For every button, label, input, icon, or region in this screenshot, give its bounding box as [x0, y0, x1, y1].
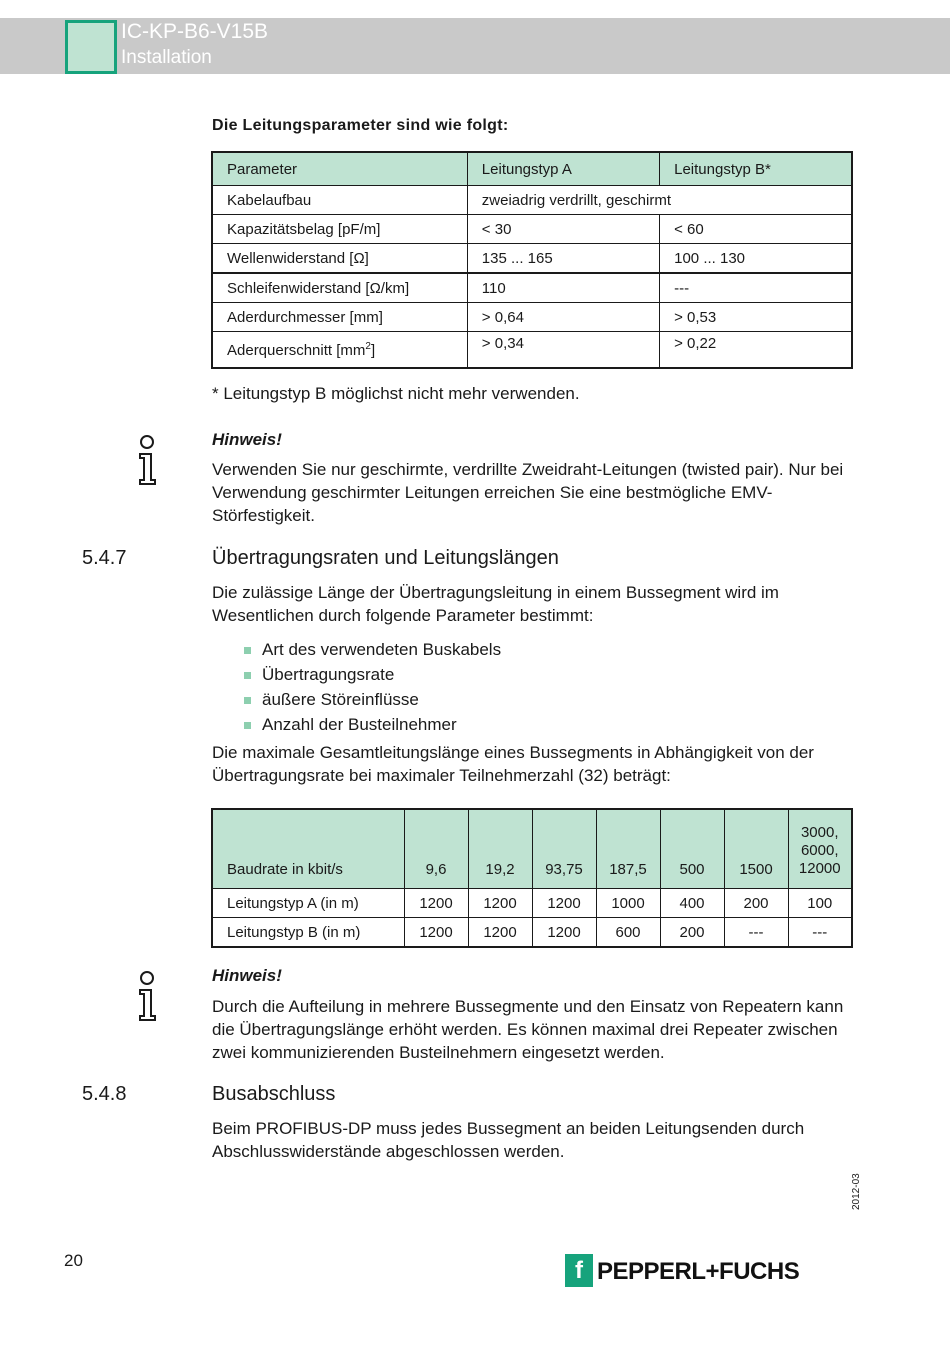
list-item-text: äußere Störeinflüsse: [262, 690, 419, 709]
header-cell: 187,5: [596, 809, 660, 889]
table-row: [212, 332, 852, 369]
table-cell: Kabelaufbau: [212, 186, 467, 215]
table-cell: 1200: [404, 918, 468, 948]
table-cell: 1000: [596, 889, 660, 918]
header-cell: Baudrate in kbit/s: [212, 809, 404, 889]
table-cell: 100: [788, 889, 852, 918]
note-text: Verwenden Sie nur geschirmte, verdrillte Zweidraht-Leitungen (twisted pair). Nur bei Verwendung geschirmter Leitungen erreichen Sie eine bestmögliche EMV-Störfestigkeit.: [212, 460, 844, 525]
table-cell: 1200: [532, 889, 596, 918]
cross-section-label: Aderquerschnitt [mm: [227, 341, 366, 359]
bullet-square-icon: [244, 647, 251, 654]
document-title: IC-KP-B6-V15B: [121, 20, 269, 43]
baudrate-table: [211, 808, 853, 948]
header-cell: 500: [660, 809, 724, 889]
table-cell: < 60: [660, 215, 852, 244]
info-icon: [135, 434, 161, 486]
note-label: Hinweis!: [212, 966, 282, 985]
header-cell: 19,2: [468, 809, 532, 889]
header-color-square: [65, 20, 117, 74]
note-text: Durch die Aufteilung in mehrere Bussegmente und den Einsatz von Repeatern kann die Übertragungslänge erhöht werden. Es können maximal drei Repeater zwischen zwei kommunizierenden Busteilnehmern eingesetzt werden.: [212, 997, 844, 1062]
info-icon: [135, 970, 161, 1022]
table-row: [212, 889, 852, 918]
table-cell: > 0,34: [467, 332, 659, 369]
list-item: [244, 712, 501, 737]
header-cell: 9,6: [404, 809, 468, 889]
table-cell: 1200: [468, 889, 532, 918]
table-cell: [212, 332, 467, 369]
table-cell: 110: [467, 273, 659, 303]
logo-wordmark: PEPPERL+FUCHS: [597, 1258, 800, 1285]
table-header-row: [212, 809, 852, 889]
table-row: [212, 215, 852, 244]
table-cell: Kapazitätsbelag [pF/m]: [212, 215, 467, 244]
list-item-text: Anzahl der Busteilnehmer: [262, 715, 457, 734]
table-cell: ---: [788, 918, 852, 948]
note-label: Hinweis!: [212, 430, 282, 449]
parameter-list: [244, 637, 501, 737]
section-number: 5.4.7: [82, 547, 127, 569]
table-cell: zweiadrig verdrillt, geschirmt: [467, 186, 852, 215]
header-cell: Parameter: [212, 152, 467, 186]
list-item: [244, 637, 501, 662]
table-cell: 200: [660, 918, 724, 948]
table-cell: 1200: [404, 889, 468, 918]
header-cell: 1500: [724, 809, 788, 889]
table-cell: 100 ... 130: [660, 244, 852, 274]
table-cell: 1200: [468, 918, 532, 948]
table-row: [212, 186, 852, 215]
paragraph: Die zulässige Länge der Übertragungsleitung in einem Bussegment wird im Wesentlichen durch folgende Parameter bestimmt:: [212, 583, 779, 625]
header-line: 6000,: [800, 842, 839, 859]
header-line: 12000: [798, 860, 841, 877]
header-cell: Leitungstyp B*: [660, 152, 852, 186]
list-item-text: Art des verwendeten Buskabels: [262, 640, 502, 659]
table-cell: Aderdurchmesser [mm]: [212, 303, 467, 332]
footnote: * Leitungstyp B möglichst nicht mehr verwenden.: [212, 384, 580, 403]
table-cell: 600: [596, 918, 660, 948]
table-cell: > 0,22: [660, 332, 852, 369]
header-line: 3000,: [800, 824, 839, 841]
table-cell: 135 ... 165: [467, 244, 659, 274]
section-title: Busabschluss: [212, 1083, 336, 1105]
table-cell: 1200: [532, 918, 596, 948]
bullet-square-icon: [244, 697, 251, 704]
cable-parameter-table: [211, 151, 853, 369]
table-row: [212, 303, 852, 332]
table-cell: 400: [660, 889, 724, 918]
list-item-text: Übertragungsrate: [262, 665, 395, 684]
paragraph: Beim PROFIBUS-DP muss jedes Bussegment an beiden Leitungsenden durch Abschlusswiderstände abgeschlossen werden.: [212, 1119, 805, 1161]
header-cell: 93,75: [532, 809, 596, 889]
logo-mark: f: [565, 1254, 593, 1287]
section-title: Übertragungsraten und Leitungslängen: [212, 547, 559, 569]
bullet-square-icon: [244, 722, 251, 729]
table-cell: > 0,64: [467, 303, 659, 332]
header-cell: Leitungstyp A: [467, 152, 659, 186]
closing-bracket: ]: [370, 341, 376, 359]
table-cell: < 30: [467, 215, 659, 244]
paragraph: Die maximale Gesamtleitungslänge eines Bussegments in Abhängigkeit von der Übertragungsrate bei maximaler Teilnehmerzahl (32) beträgt:: [212, 743, 814, 785]
page-number: 20: [64, 1251, 83, 1270]
table-row: [212, 918, 852, 948]
section-number: 5.4.8: [82, 1083, 127, 1105]
list-item: [244, 662, 501, 687]
table-cell: Schleifenwiderstand [Ω/km]: [212, 273, 467, 303]
top-strip: [0, 0, 950, 18]
table-header-row: [212, 152, 852, 186]
header-cell: [788, 809, 852, 889]
table-cell: ---: [724, 918, 788, 948]
table-cell: ---: [660, 273, 852, 303]
table-row: [212, 273, 852, 303]
table-cell: 200: [724, 889, 788, 918]
revision-date: 2012-03: [851, 1173, 862, 1210]
table-cell: Wellenwiderstand [Ω]: [212, 244, 467, 274]
superscript: 2: [365, 340, 371, 352]
company-logo: [565, 1254, 821, 1290]
table-row: [212, 244, 852, 274]
table-intro: Die Leitungsparameter sind wie folgt:: [212, 117, 509, 134]
bullet-square-icon: [244, 672, 251, 679]
table-cell: > 0,53: [660, 303, 852, 332]
row-label: Leitungstyp A (in m): [212, 889, 404, 918]
list-item: [244, 687, 501, 712]
row-label: Leitungstyp B (in m): [212, 918, 404, 948]
chapter-title: Installation: [121, 47, 212, 68]
